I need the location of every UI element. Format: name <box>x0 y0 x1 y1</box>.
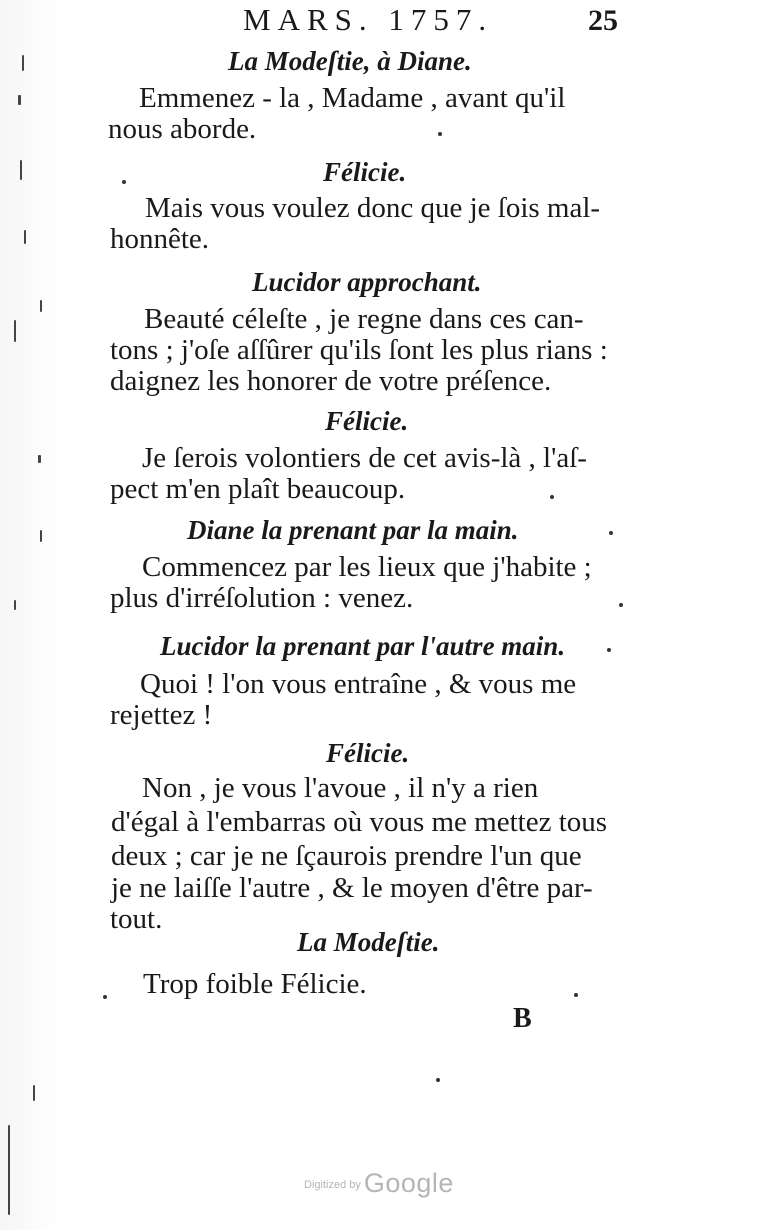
gutter-speck <box>33 1085 35 1101</box>
dialogue-line: pect m'en plaît beaucoup. <box>110 473 406 505</box>
signature-mark: B <box>513 1003 532 1034</box>
ink-speck <box>103 995 107 999</box>
speaker-heading: Diane la prenant par la main. <box>187 515 519 545</box>
watermark-brand-text: Google <box>363 1168 454 1198</box>
running-title: MARS. 1757. <box>243 2 494 37</box>
dialogue-line: nous aborde. <box>108 113 257 145</box>
gutter-speck <box>40 300 42 312</box>
ink-speck <box>607 648 611 652</box>
dialogue-line: Commencez par les lieux que j'habite ; <box>142 551 592 583</box>
gutter-edge <box>8 1125 10 1215</box>
speaker-heading: La Modeſtie, à Diane. <box>228 46 472 76</box>
ink-speck <box>122 180 126 184</box>
ink-speck <box>436 1078 440 1082</box>
binding-gutter <box>0 0 60 1230</box>
gutter-speck <box>40 530 42 542</box>
dialogue-line: d'égal à l'embarras où vous me mettez tous <box>111 806 608 838</box>
gutter-speck <box>18 95 21 105</box>
gutter-speck <box>20 160 22 180</box>
ink-speck <box>609 531 613 535</box>
ink-speck <box>619 603 623 607</box>
dialogue-line: plus d'irréſolution : venez. <box>110 582 414 614</box>
dialogue-line: Je ſerois volontiers de cet avis-là , l'aſ- <box>142 442 587 474</box>
gutter-speck <box>22 55 24 71</box>
dialogue-line: Emmenez - la , Madame , avant qu'il <box>139 82 566 114</box>
watermark-small-text: Digitized by <box>304 1179 361 1191</box>
ink-speck <box>550 495 554 499</box>
dialogue-line: daignez les honorer de votre préſence. <box>110 365 552 397</box>
speaker-heading: Félicie. <box>323 157 407 187</box>
dialogue-line: Quoi ! l'on vous entraîne , & vous me <box>140 668 577 700</box>
dialogue-line: Trop foible Félicie. <box>143 968 367 1000</box>
digitized-watermark <box>304 1168 454 1199</box>
speaker-heading: Félicie. <box>325 406 409 436</box>
dialogue-line: tons ; j'oſe aſſûrer qu'ils ſont les plus rians : <box>110 334 608 366</box>
dialogue-line: honnête. <box>110 223 210 255</box>
dialogue-line: Mais vous voulez donc que je ſois mal- <box>145 192 601 224</box>
dialogue-line: Beauté céleſte , je regne dans ces can- <box>144 303 584 335</box>
dialogue-line: je ne laiſſe l'autre , & le moyen d'être par- <box>111 872 593 904</box>
speaker-heading: Félicie. <box>326 738 410 768</box>
page-number: 25 <box>588 4 618 37</box>
speaker-heading: La Modeſtie. <box>297 927 440 957</box>
gutter-speck <box>14 320 16 342</box>
ink-speck <box>574 993 578 997</box>
speaker-heading: Lucidor approchant. <box>252 267 482 297</box>
gutter-speck <box>14 600 16 610</box>
dialogue-line: Non , je vous l'avoue , il n'y a rien <box>142 772 539 804</box>
gutter-speck <box>24 230 26 244</box>
gutter-speck <box>38 455 41 463</box>
dialogue-line: tout. <box>110 903 163 935</box>
ink-speck <box>438 132 442 136</box>
dialogue-line: deux ; car je ne ſçaurois prendre l'un que <box>111 840 582 872</box>
speaker-heading: Lucidor la prenant par l'autre main. <box>160 631 566 661</box>
dialogue-line: rejettez ! <box>110 699 213 731</box>
